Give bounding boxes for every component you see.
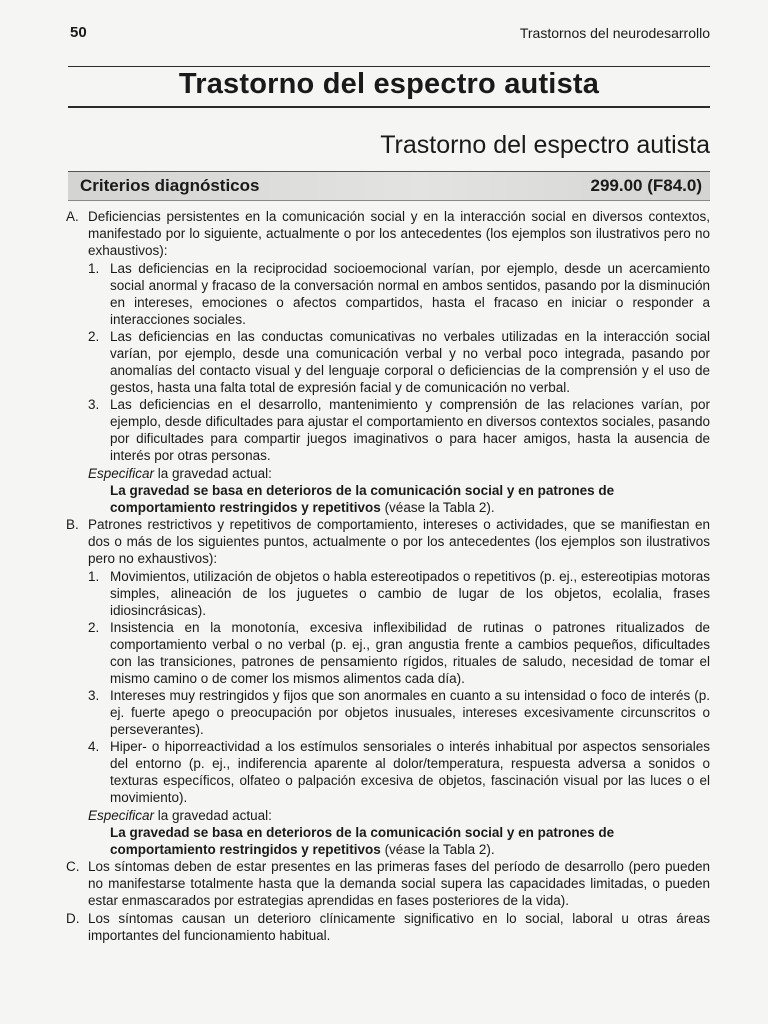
criterion-label: C. [66,859,80,874]
severity-bold: La gravedad se basa en deterioros de la comunicación social y en patrones de comportamiento restringidos y repetitivos [110,483,615,515]
chapter-title: Trastorno del espectro autista [178,68,600,100]
item-text: Movimientos, utilización de objetos o habla estereotipados o repetitivos (p. ej., estereotipias motoras simples, alineación de los juguetes o cambio de lugar de los objetos, ecolalia, frases idiosincrásicas). [110,569,710,618]
item-text: Las deficiencias en el desarrollo, mantenimiento y comprensión de las relaciones varían, por ejemplo, desde dificultades para ajustar el comportamiento en diversos contextos sociales, pasando por dificultades para compartir juegos imaginativos o para hacer amigos, hasta la ausencia de interés por otras personas. [110,397,710,463]
severity-tail: (véase la Tabla 2). [380,500,495,515]
criterion-b-item-2 [88,619,710,687]
item-text: Las deficiencias en las conductas comunicativas no verbales utilizadas en la interacción social varían, por ejemplo, desde una comunicación verbal y no verbal poco integrada, pasando por anomalías del contacto visual y del lenguaje corporal o deficiencias de la comprensión y el uso de gestos, hasta una falta total de expresión facial y de comunicación no verbal. [110,329,710,395]
item-label: 2. [88,620,100,635]
item-label: 1. [88,261,100,276]
title-underline [68,106,710,108]
item-text: Las deficiencias en la reciprocidad socioemocional varían, por ejemplo, desde un acercamiento social anormal y fracaso de la conversación normal en ambos sentidos, pasando por la disminución en intereses, emociones o afectos compartidos, hasta el fracaso en iniciar o responder a interacciones sociales. [110,261,710,327]
severity-note [110,824,710,858]
specify-word: Especificar [88,808,155,823]
criterion-label: B. [66,517,79,532]
severity-tail: (véase la Tabla 2). [380,842,495,857]
criterion-label: A. [66,209,79,224]
specify-word: Especificar [88,466,155,481]
running-header: Trastornos del neurodesarrollo [519,25,710,41]
item-text: Hiper- o hiporreactividad a los estímulos sensoriales o interés inhabitual por aspectos sensoriales del entorno (p. ej., indiferencia aparente al dolor/temperatura, respuesta adversa a sonidos o texturas específicos, olfateo o palpación excesiva de objetos, fascinación visual por las luces o el movimiento). [110,739,710,805]
criterion-text: Patrones restrictivos y repetitivos de comportamiento, intereses o actividades, que se manifiestan en dos o más de los siguientes puntos, actualmente o por los antecedentes (los ejemplos son ilustrativos pero no exhaustivos): [88,517,710,566]
item-label: 3. [88,688,100,703]
item-text: Insistencia en la monotonía, excesiva inflexibilidad de rutinas o patrones ritualizados de comportamiento verbal o no verbal (p. ej., gran angustia frente a cambios pequeños, dificultades con las transiciones, patrones de pensamiento rígidos, rituales de saludo, necesidad de tomar el mismo camino o de comer los mismos alimentos cada día). [110,620,710,686]
item-label: 4. [88,739,100,754]
severity-bold: La gravedad se basa en deterioros de la comunicación social y en patrones de comportamiento restringidos y repetitivos [110,825,615,857]
criterion-c [66,858,710,909]
criterion-b [66,516,710,567]
severity-note [110,482,710,516]
criterion-label: D. [66,911,80,926]
criterion-a-item-1 [88,260,710,328]
page-number: 50 [70,24,87,41]
top-rule [68,66,710,67]
item-label: 2. [88,329,100,344]
criteria-header-bar [68,172,710,201]
diagnostic-code: 299.00 (F84.0) [590,176,702,195]
criterion-text: Los síntomas causan un deterioro clínicamente significativo en lo social, laboral u otras áreas importantes del funcionamiento habitual. [88,911,710,943]
criteria-label: Criterios diagnósticos [80,176,260,195]
specify-severity [88,465,710,482]
criterion-b-item-3 [88,687,710,738]
item-label: 3. [88,397,100,412]
criterion-a-item-2 [88,328,710,396]
criterion-b-item-4 [88,738,710,806]
criterion-text: Los síntomas deben de estar presentes en las primeras fases del período de desarrollo (pero pueden no manifestarse totalmente hasta que la demanda social supera las capacidades limitadas, o pueden estar enmascarados por estrategias aprendidas en fases posteriores de la vida). [88,859,710,908]
criterion-b-item-1 [88,568,710,619]
item-label: 1. [88,569,100,584]
specify-rest: la gravedad actual: [154,808,272,823]
criterion-a-item-3 [88,396,710,464]
criterion-text: Deficiencias persistentes en la comunicación social y en la interacción social en diversos contextos, manifestado por lo siguiente, actualmente o por los antecedentes (los ejemplos son ilustrativos pero no exhaustivos): [88,209,710,258]
item-text: Intereses muy restringidos y fijos que son anormales en cuanto a su intensidad o foco de interés (p. ej. fuerte apego o preocupación por objetos inusuales, intereses excesivamente circunscritos o perseverantes). [110,688,710,737]
disorder-title: Trastorno del espectro autista [380,131,710,159]
criterion-d [66,910,710,944]
specify-rest: la gravedad actual: [154,466,272,481]
criteria-list [66,208,710,945]
criterion-a [66,208,710,259]
specify-severity [88,807,710,824]
